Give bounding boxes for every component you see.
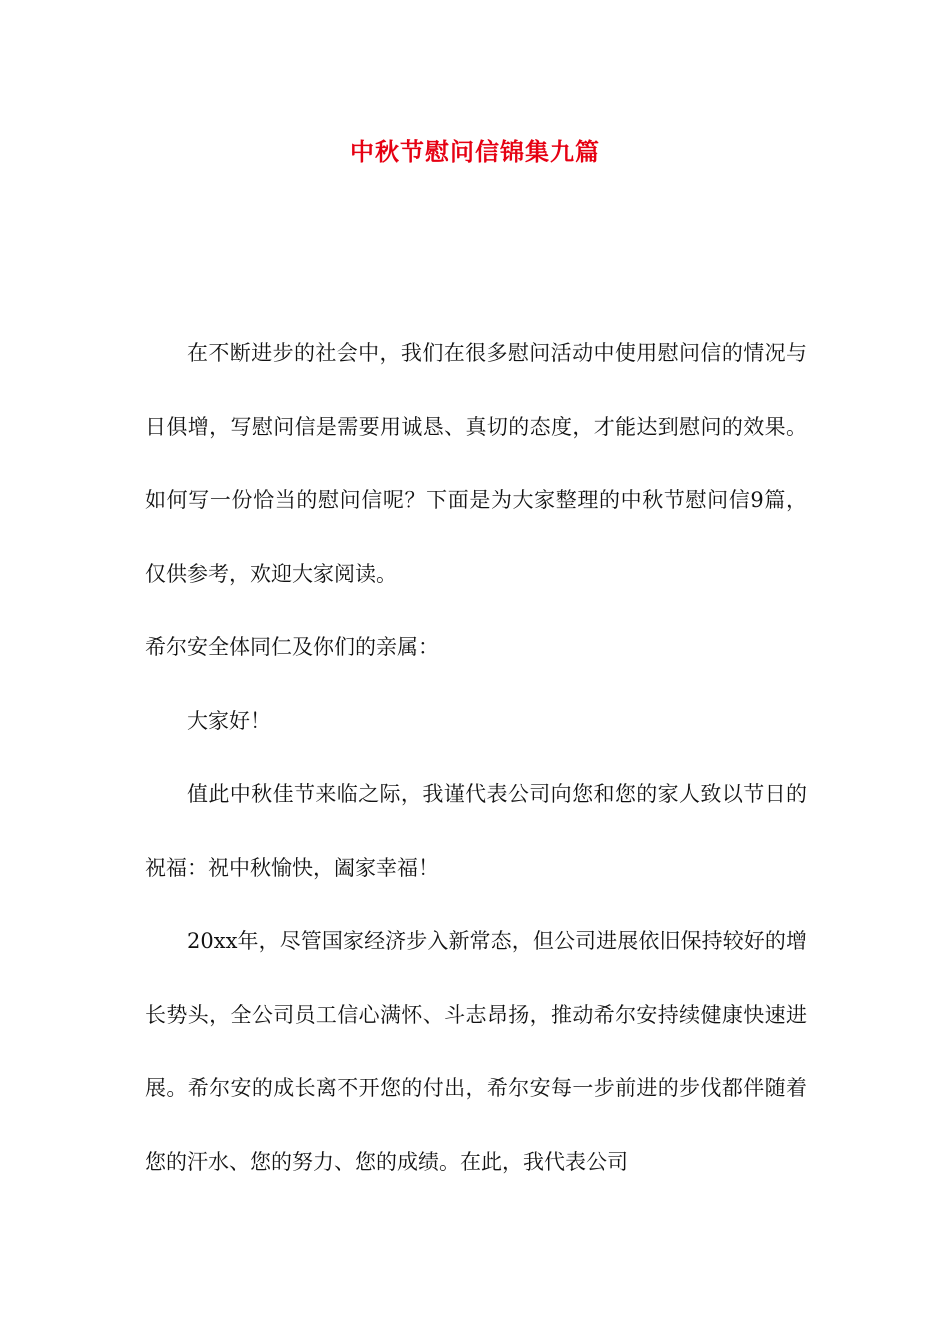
document-title: 中秋节慰问信锦集九篇 — [350, 137, 600, 166]
salutation: 希尔安全体同仁及你们的亲属： — [145, 635, 439, 659]
company-progress-paragraph: 20xx年，尽管国家经济步入新常态，但公司进展依旧保持较好的增长势头，全公司员工信心满怀、斗志昂扬，推动希尔安持续健康快速进展。希尔安的成长离不开您的付出，希尔安每一步前进的步伐都伴随着您的汗水、您的努力、您的成绩。在此，我代表公司 — [145, 929, 807, 1174]
holiday-wishes-paragraph: 值此中秋佳节来临之际，我谨代表公司向您和您的家人致以节日的祝福：祝中秋愉快，阖家幸福！ — [145, 782, 807, 880]
greeting: 大家好！ — [187, 708, 271, 733]
intro-paragraph: 在不断进步的社会中，我们在很多慰问活动中使用慰问信的情况与日俱增，写慰问信是需要用诚恳、真切的态度，才能达到慰问的效果。如何写一份恰当的慰问信呢？下面是为大家整理的中秋节慰问信9篇，仅供参考，欢迎大家阅读。 — [145, 341, 807, 586]
document-body — [145, 317, 807, 1199]
